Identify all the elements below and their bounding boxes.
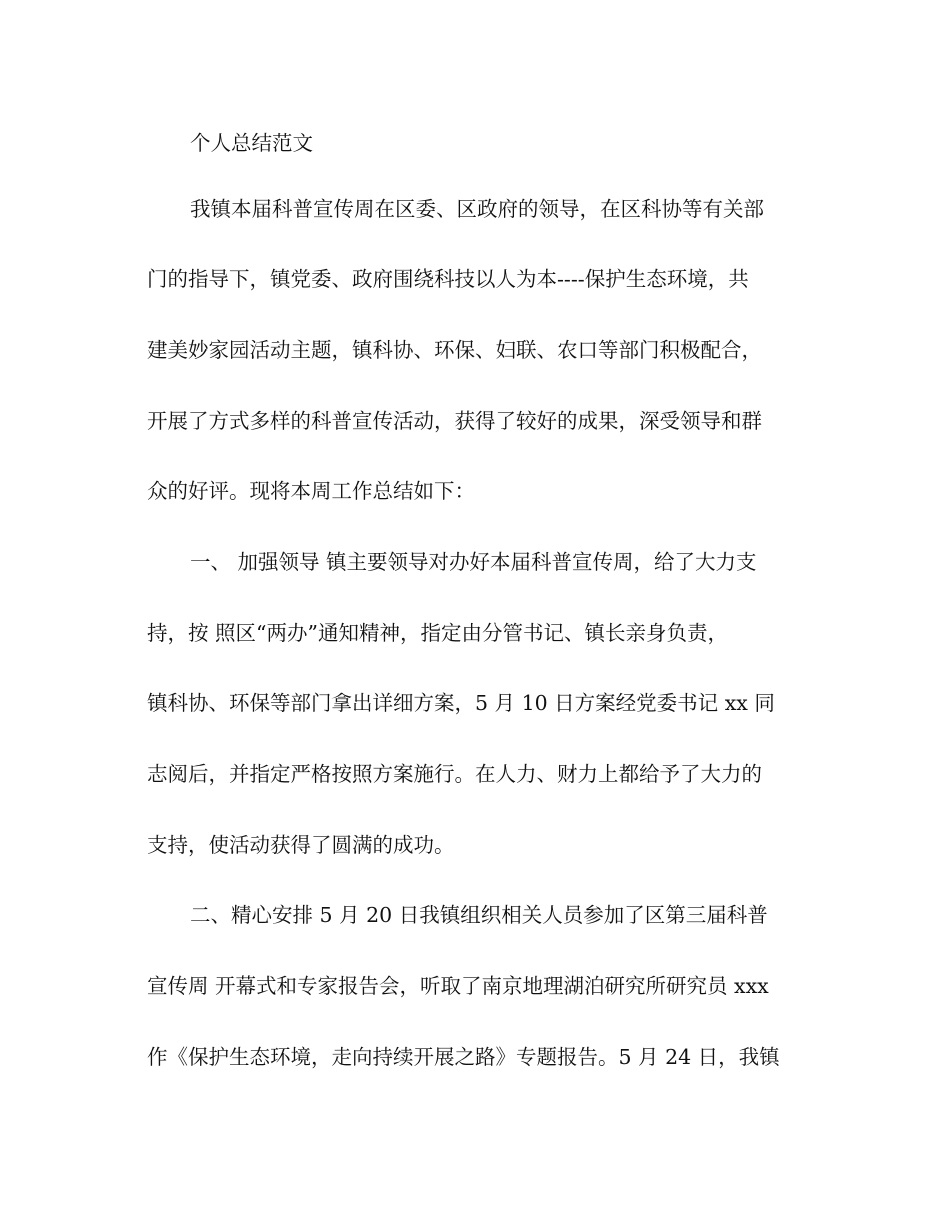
paragraph-line: 志阅后，并指定严格按照方案施行。在人力、财力上都给予了大力的 <box>147 762 762 786</box>
paragraph-line: 宣传周 开幕式和专家报告会，听取了南京地理湖泊研究所研究员 xxx <box>147 974 769 998</box>
paragraph-line: 开展了方式多样的科普宣传活动，获得了较好的成果，深受领导和群 <box>147 409 762 433</box>
paragraph-line: 镇科协、环保等部门拿出详细方案，5 月 10 日方案经党委书记 xx 同 <box>147 691 775 715</box>
document-title: 个人总结范文 <box>190 131 313 155</box>
paragraph-line: 作《保护生态环境，走向持续开展之路》专题报告。5 月 24 日，我镇 <box>147 1045 780 1069</box>
paragraph-line: 门的指导下，镇党委、政府围绕科技以人为本----保护生态环境，共 <box>147 267 749 291</box>
paragraph-line: 众的好评。现将本周工作总结如下： <box>147 479 475 503</box>
paragraph-line: 我镇本届科普宣传周在区委、区政府的领导，在区科协等有关部 <box>190 197 764 221</box>
paragraph-line: 支持，使活动获得了圆满的成功。 <box>147 833 455 857</box>
paragraph-line: 一、 加强领导 镇主要领导对办好本届科普宣传周，给了大力支 <box>190 550 757 574</box>
paragraph-line: 二、精心安排 5 月 20 日我镇组织相关人员参加了区第三届科普 <box>190 903 768 927</box>
paragraph-line: 持，按 照区“两办”通知精神，指定由分管书记、镇长亲身负责， <box>147 621 728 645</box>
paragraph-line: 建美妙家园活动主题，镇科协、环保、妇联、农口等部门积极配合， <box>147 338 762 362</box>
